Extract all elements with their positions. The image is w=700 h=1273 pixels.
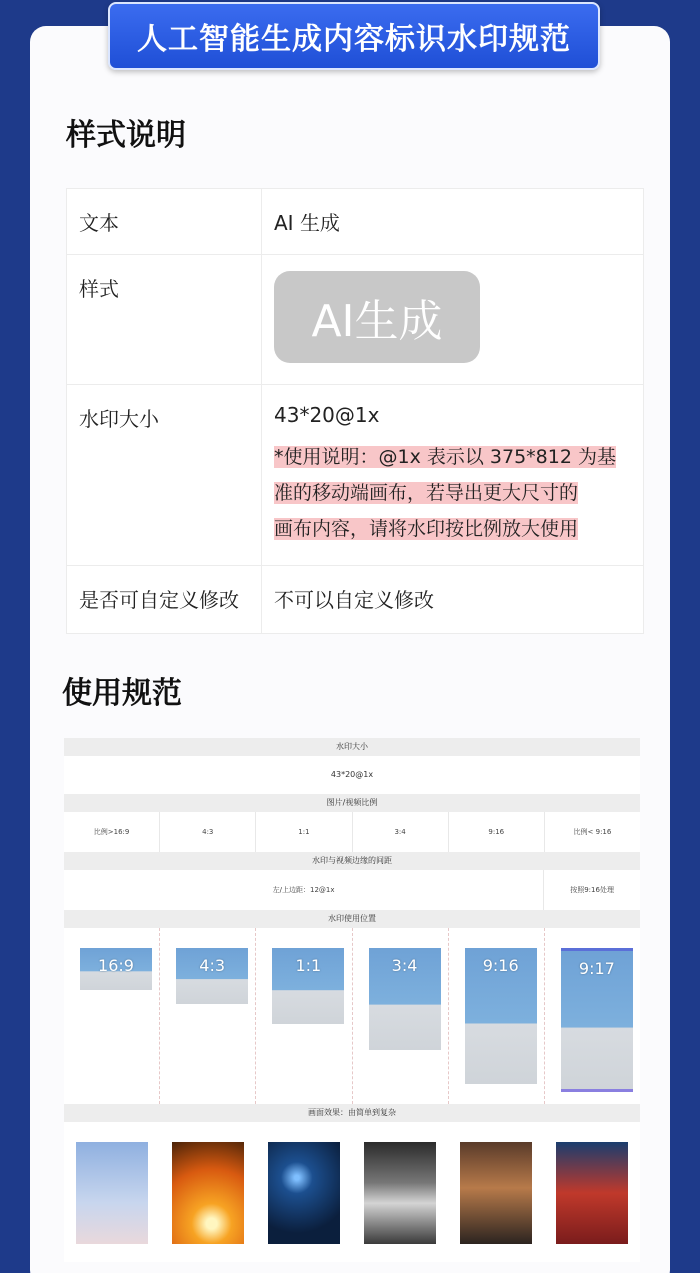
ratio-cell: 比例< 9:16 bbox=[573, 828, 612, 836]
band-title: 水印大小 bbox=[64, 738, 640, 756]
frame-4-3: 4:3 bbox=[176, 948, 248, 1004]
ratio-cell: 9:16 bbox=[449, 812, 545, 852]
frame-cell bbox=[545, 928, 640, 1104]
frame-cell bbox=[256, 928, 352, 1104]
spec-table bbox=[66, 188, 644, 634]
page-title: 人工智能生成内容标识水印规范 bbox=[108, 2, 600, 70]
ratio-row bbox=[64, 812, 640, 852]
margin-cell: 左/上边距：12@1x bbox=[64, 870, 544, 910]
note-line: 画布内容，请将水印按比例放大使用 bbox=[274, 518, 579, 540]
band-title: 图片/视频比例 bbox=[64, 794, 640, 812]
frame-9-17: 9:17 bbox=[561, 948, 633, 1092]
ai-watermark-badge: AI生成 bbox=[274, 271, 480, 363]
margin-cell: 按照9:16处理 bbox=[570, 886, 614, 894]
frame-9-16: 9:16 bbox=[465, 948, 537, 1084]
table-row bbox=[67, 385, 644, 566]
note-line: *使用说明：@1x 表示以 375*812 为基 bbox=[274, 446, 616, 468]
ratio-cell: 1:1 bbox=[256, 812, 352, 852]
sample-photo-dancer bbox=[364, 1142, 436, 1244]
photo-row bbox=[64, 1122, 640, 1262]
size-value: 43*20@1x bbox=[330, 770, 374, 779]
frame-16-9: 16:9 bbox=[80, 948, 152, 990]
row-key: 水印大小 bbox=[67, 385, 262, 566]
row-value bbox=[262, 255, 644, 385]
ratio-cell: 3:4 bbox=[353, 812, 449, 852]
size-row bbox=[64, 756, 640, 794]
frame-3-4: 3:4 bbox=[369, 948, 441, 1050]
usage-guideline-image bbox=[64, 738, 640, 1273]
usage-note bbox=[274, 439, 631, 547]
frame-row bbox=[64, 928, 640, 1104]
ratio-cell: 比例>16:9 bbox=[64, 812, 160, 852]
ratio-cell: 4:3 bbox=[160, 812, 256, 852]
section-heading-usage: 使用规范 bbox=[62, 676, 182, 711]
note-line: 准的移动端画布，若导出更大尺寸的 bbox=[274, 482, 579, 504]
frame-cell bbox=[449, 928, 545, 1104]
size-value: 43*20@1x bbox=[274, 403, 380, 427]
band-title: 水印使用位置 bbox=[64, 910, 640, 928]
row-key: 样式 bbox=[67, 255, 262, 385]
band-title: 画面效果：由简单到复杂 bbox=[64, 1104, 640, 1122]
row-key: 是否可自定义修改 bbox=[67, 566, 262, 634]
table-row bbox=[67, 566, 644, 634]
row-value: AI 生成 bbox=[262, 189, 644, 255]
frame-1-1: 1:1 bbox=[272, 948, 344, 1024]
row-value: 不可以自定义修改 bbox=[262, 566, 644, 634]
sample-photo-sky bbox=[76, 1142, 148, 1244]
row-value bbox=[262, 385, 644, 566]
frame-cell bbox=[353, 928, 449, 1104]
frame-cell bbox=[160, 928, 256, 1104]
table-row bbox=[67, 255, 644, 385]
sample-photo-crowd bbox=[556, 1142, 628, 1244]
row-key: 文本 bbox=[67, 189, 262, 255]
frame-cell bbox=[64, 928, 160, 1104]
sample-photo-night bbox=[268, 1142, 340, 1244]
table-row bbox=[67, 189, 644, 255]
sample-photo-car bbox=[460, 1142, 532, 1244]
sample-photo-sunset bbox=[172, 1142, 244, 1244]
section-heading-style: 样式说明 bbox=[66, 118, 186, 153]
band-title: 水印与视频边缘的间距 bbox=[64, 852, 640, 870]
margin-row bbox=[64, 870, 640, 910]
